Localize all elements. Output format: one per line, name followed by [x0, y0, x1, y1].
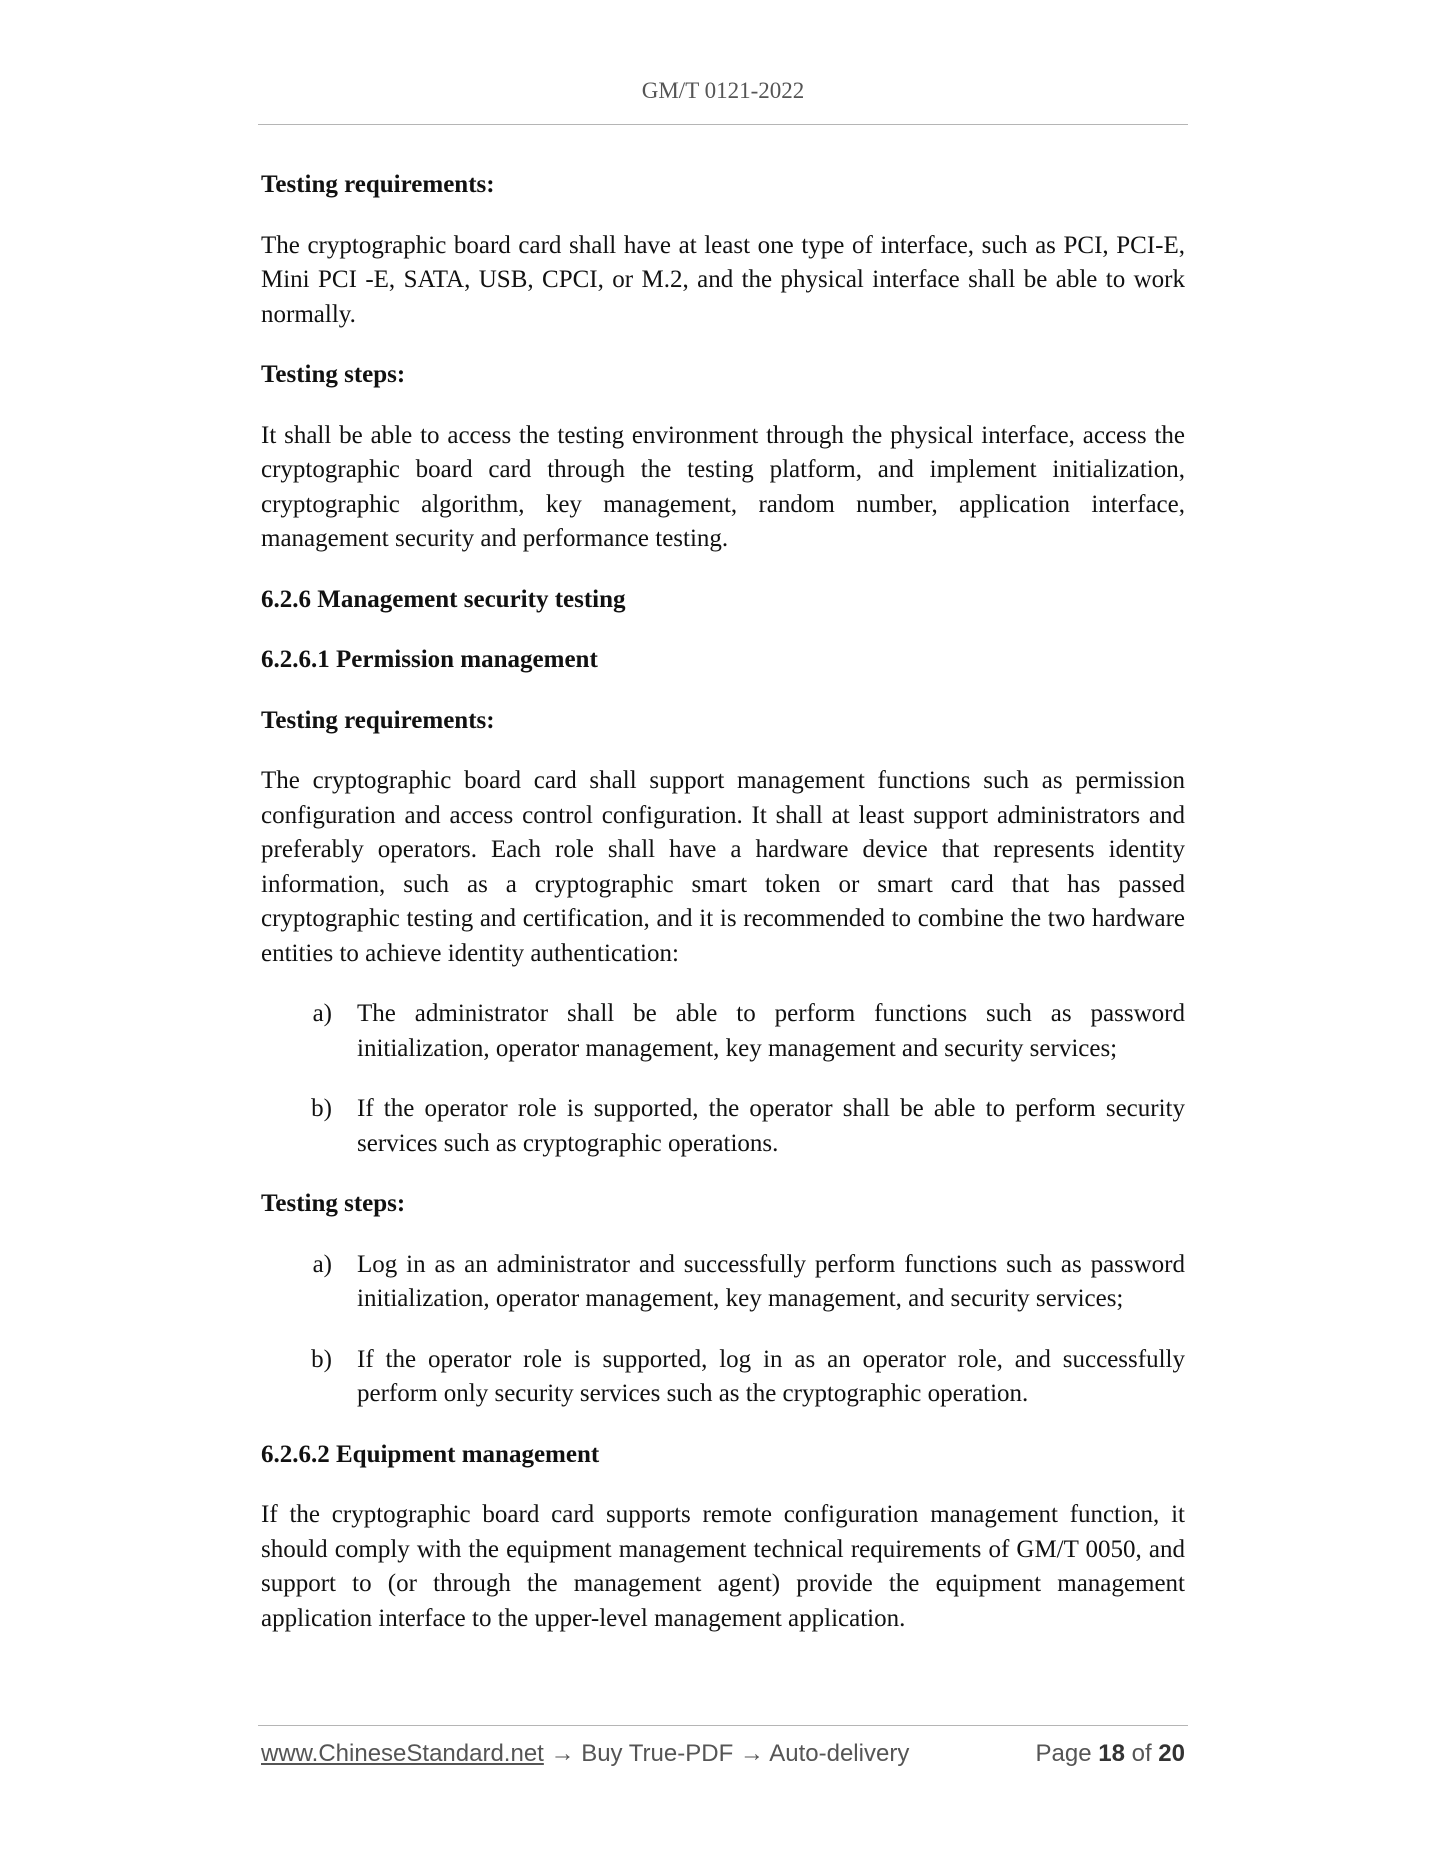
section-heading: Testing steps:: [261, 1190, 406, 1217]
list-text: If the operator role is supported, log in as an operator role, and successfully perform only security services such as the cryptographic operation.: [357, 1345, 1185, 1407]
list-marker: a): [312, 1000, 332, 1027]
arrow-right-icon: →: [550, 1740, 575, 1767]
section-heading: Testing requirements:: [261, 171, 495, 198]
buy-true-pdf-text: Buy True-PDF: [581, 1740, 734, 1767]
of-label: of: [1131, 1740, 1152, 1767]
heading-6-2-6: 6.2.6 Management security testing: [261, 585, 626, 613]
chinesestandard-link[interactable]: www.ChineseStandard.net: [261, 1740, 544, 1767]
page-number: [1036, 1740, 1186, 1768]
footer-left: [261, 1740, 909, 1768]
heading-6-2-6-1: 6.2.6.1 Permission management: [261, 646, 598, 673]
list-marker: b): [311, 1345, 332, 1373]
total-pages: 20: [1158, 1740, 1185, 1767]
page-header: GM/T 0121-2022: [641, 78, 805, 103]
auto-delivery-text: Auto-delivery: [769, 1740, 910, 1767]
page-content: [261, 168, 1185, 1662]
paragraph: It shall be able to access the testing environment through the physical interface, access the cryptographic board card through the testing platform, and implement initialization, cryptographic algorithm, key management, random number, application interface, management security and performance testing.: [261, 421, 1185, 552]
list-text: If the operator role is supported, the operator shall be able to perform security services such as cryptographic operations.: [357, 1095, 1185, 1157]
list-item: [261, 1248, 1185, 1317]
arrow-right-icon: →: [739, 1740, 764, 1767]
heading-6-2-6-2: 6.2.6.2 Equipment management: [261, 1440, 600, 1468]
list-item: [261, 1092, 1185, 1161]
paragraph: If the cryptographic board card supports remote configuration management function, it should comply with the equipment management technical requirements of GM/T 0050, and support to (or through the management agent) provide the equipment management application interface to the upper-level management application.: [261, 1501, 1185, 1632]
paragraph: The cryptographic board card shall have at least one type of interface, such as PCI, PCI-E, Mini PCI -E, SATA, USB, CPCI, or M.2, and the physical interface shall be able to work normally.: [261, 231, 1185, 328]
paragraph: The cryptographic board card shall support management functions such as permission configuration and access control configuration. It shall at least support administrators and preferably operators. Each role shall have a hardware device that represents identity information, such as a cryptographic smart token or smart card that has passed cryptographic testing and certification, and it is recommended to combine the two hardware entities to achieve identity authentication:: [261, 767, 1185, 967]
footer-divider: [258, 1725, 1188, 1726]
list-item: [261, 1343, 1185, 1412]
list-marker: b): [311, 1095, 332, 1122]
list-marker: a): [312, 1250, 332, 1278]
list-text: Log in as an administrator and successfully perform functions such as password initialization, operator management, key management, and security services;: [357, 1250, 1185, 1312]
section-heading: Testing steps:: [261, 361, 406, 388]
page-label: Page: [1035, 1740, 1092, 1767]
header-divider: [258, 124, 1188, 125]
list-text: The administrator shall be able to perform functions such as password initialization, operator management, key management and security services;: [357, 1000, 1185, 1062]
current-page: 18: [1098, 1740, 1125, 1767]
list-item: [261, 997, 1185, 1066]
page-footer: [261, 1740, 1185, 1768]
section-heading: Testing requirements:: [261, 706, 495, 734]
